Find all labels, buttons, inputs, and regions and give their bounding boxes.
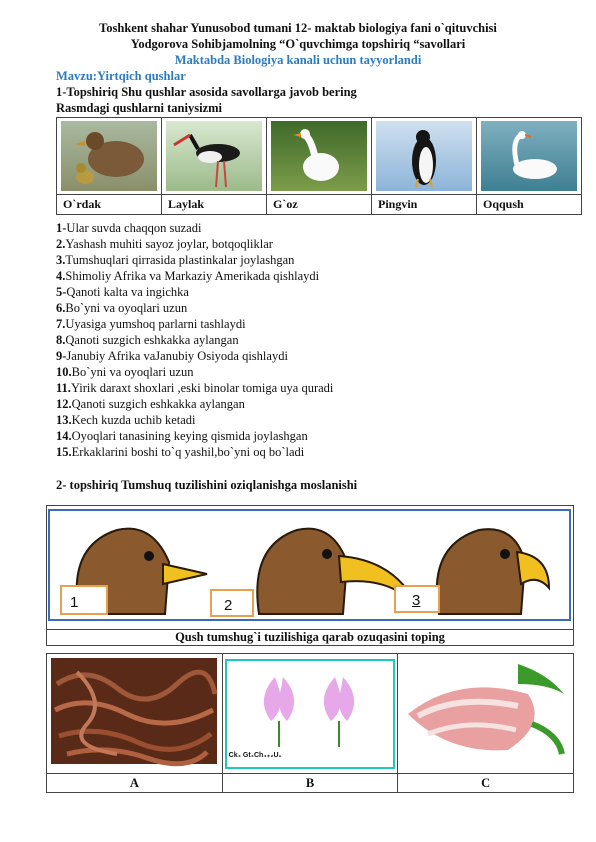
goose-picture bbox=[267, 118, 372, 195]
topic-title: Mavzu:Yirtqich qushlar bbox=[56, 69, 186, 83]
bird-head-3 bbox=[437, 529, 525, 614]
bird-table bbox=[56, 117, 582, 215]
bird-name-stork: Laylak bbox=[162, 195, 267, 215]
list-item: 3.Tumshuqlari qirrasida plastinkalar joylashgan bbox=[56, 253, 295, 267]
beak-number-2: 2 bbox=[224, 597, 233, 614]
beak-1-straight-icon bbox=[163, 564, 207, 584]
food-table bbox=[46, 653, 574, 793]
list-item: 2.Yashash muhiti sayoz joylar, botqoqliklar bbox=[56, 237, 273, 251]
food-label-b: B bbox=[222, 774, 398, 793]
bird-head-2 bbox=[257, 529, 347, 614]
beak-3-hooked-icon bbox=[517, 552, 549, 588]
swan-picture bbox=[477, 118, 582, 195]
penguin-picture bbox=[372, 118, 477, 195]
list-item: 5-Qanoti kalta va ingichka bbox=[56, 285, 189, 299]
list-item: 14.Oyoqlari tanasining keying qismida joylashgan bbox=[56, 429, 308, 443]
food-label-a: A bbox=[47, 774, 223, 793]
duck-picture bbox=[57, 118, 162, 195]
bird-name-goose: G`oz bbox=[267, 195, 372, 215]
list-item: 15.Erkaklarini boshi to`q yashil,bo`yni oq bo`ladi bbox=[56, 445, 305, 459]
flower-formula: Ck₄ Gt₄Ch₄₊₂U₁ bbox=[228, 751, 282, 759]
list-item: 10.Bo`yni va oyoqlari uzun bbox=[56, 365, 194, 379]
task1-subtitle: Rasmdagi qushlarni taniysizmi bbox=[56, 101, 223, 115]
bird-name-swan: Oqqush bbox=[477, 195, 582, 215]
list-item: 7.Uyasiga yumshoq parlarni tashlaydi bbox=[56, 317, 246, 331]
list-item: 6.Bo`yni va oyoqlari uzun bbox=[56, 301, 188, 315]
bird-name-duck: O`rdak bbox=[57, 195, 162, 215]
list-item: 8.Qanoti suzgich eshkakka aylangan bbox=[56, 333, 239, 347]
beaks-illustration bbox=[47, 506, 573, 624]
stork-picture bbox=[162, 118, 267, 195]
food-label-c: C bbox=[398, 774, 574, 793]
worms-picture bbox=[47, 654, 223, 774]
meat-picture bbox=[398, 654, 574, 774]
header-line-2: Yodgorova Sohibjamolning “O`quvchimga topshiriq “savollari bbox=[130, 37, 466, 51]
header-line-1: Toshkent shahar Yunusobod tumani 12- maktab biologiya fani o`qituvchisi bbox=[99, 21, 497, 35]
beak-number-3: 3 bbox=[412, 592, 421, 609]
list-item: 4.Shimoliy Afrika va Markaziy Amerikada qishlaydi bbox=[56, 269, 320, 283]
task2-title: 2- topshiriq Tumshuq tuzilishini oziqlanishga moslanishi bbox=[56, 478, 358, 492]
beak-caption: Qush tumshug`i tuzilishiga qarab ozuqasini toping bbox=[47, 630, 574, 646]
list-item: 12.Qanoti suzgich eshkakka aylangan bbox=[56, 397, 245, 411]
beak-table bbox=[46, 505, 574, 646]
bird-name-penguin: Pingvin bbox=[372, 195, 477, 215]
header-line-3: Maktabda Biologiya kanali uchun tayyorlandi bbox=[174, 53, 422, 67]
list-item: 11.Yirik daraxt shoxlari ,eski binolar tomiga uya quradi bbox=[56, 381, 334, 395]
task1-title: 1-Topshiriq Shu qushlar asosida savollarga javob bering bbox=[56, 85, 357, 99]
beak-number-1: 1 bbox=[70, 594, 79, 611]
list-item: 13.Kech kuzda uchib ketadi bbox=[56, 413, 196, 427]
flowers-picture bbox=[222, 654, 398, 774]
list-item: 1-Ular suvda chaqqon suzadi bbox=[56, 221, 202, 235]
list-item: 9-Janubiy Afrika vaJanubiy Osiyoda qishlaydi bbox=[56, 349, 288, 363]
